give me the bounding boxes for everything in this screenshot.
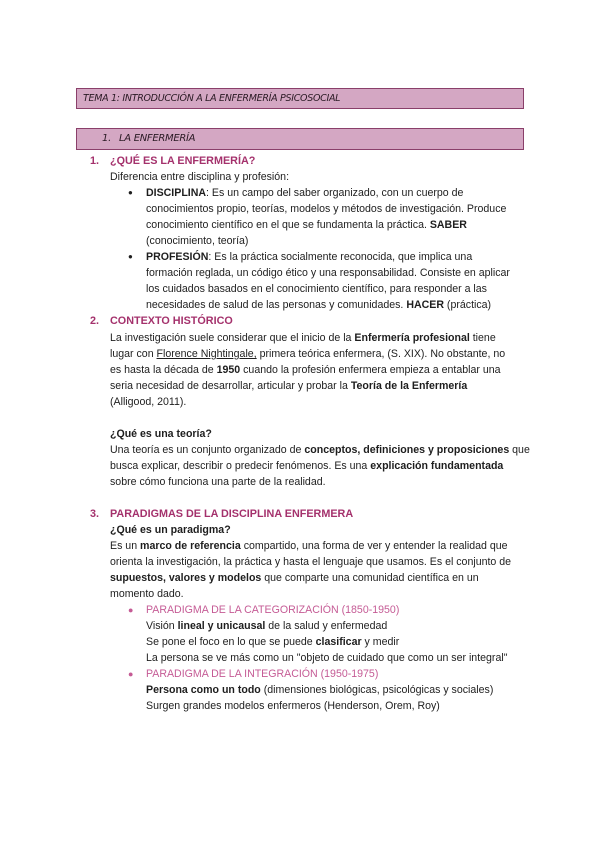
- teoria-line-1: [110, 442, 530, 458]
- cat-text-2a: Se pone el foco en lo que se puede: [146, 636, 316, 648]
- lineal-term: lineal y unicausal: [177, 620, 266, 632]
- tema-title-banner: [76, 88, 524, 109]
- profesion-text-1: : Es la práctica socialmente reconocida, que implica una: [208, 251, 473, 263]
- profesion-line-4: [146, 297, 491, 313]
- integracion-line-2: Surgen grandes modelos enfermeros (Henderson, Orem, Roy): [146, 700, 440, 712]
- heading-text: ¿QUÉ ES LA ENFERMERÍA?: [110, 155, 256, 167]
- profesion-term: PROFESIÓN: [146, 251, 209, 263]
- paradigma-categorizacion-title: PARADIGMA DE LA CATEGORIZACIÓN (1850-1950): [146, 604, 400, 616]
- contexto-text-2a: lugar con: [110, 348, 157, 360]
- practica-text: (práctica): [443, 299, 492, 311]
- contexto-text-2c: primera teórica enfermera, (S. XIX). No obstante, no: [256, 348, 506, 360]
- heading-number: 3.: [90, 508, 100, 520]
- contexto-text-4a: seria necesidad de desarrollar, articular y probar la: [110, 380, 351, 392]
- heading-text: CONTEXTO HISTÓRICO: [110, 315, 233, 327]
- categorizacion-line-3: La persona se ve más como un "objeto de cuidado que como un ser integral": [146, 652, 508, 664]
- contexto-line-4: [110, 378, 467, 394]
- contexto-text-3a: es hasta la década de: [110, 364, 217, 376]
- paradigma-text-1c: compartido, una forma de ver y entender la realidad que: [240, 540, 508, 552]
- profesion-line-3: los cuidados basados en el conocimiento científico, para responder a las: [146, 283, 487, 295]
- florence-link-text: Florence Nightingale,: [156, 348, 257, 360]
- teoria-text-2a: busca explicar, describir o predecir fenómenos. Es una: [110, 460, 371, 472]
- disciplina-term: DISCIPLINA: [146, 187, 207, 199]
- tema-title: TEMA 1: INTRODUCCIÓN A LA ENFERMERÍA PSICOSOCIAL: [83, 93, 341, 104]
- paradigma-text-3b: que comparte una comunidad científica en un: [261, 572, 479, 584]
- clasificar-term: clasificar: [315, 636, 362, 648]
- contexto-line-5: (Alligood, 2011).: [110, 396, 187, 408]
- section-banner: [76, 128, 524, 150]
- contexto-line-3: [110, 362, 501, 378]
- year-1950: 1950: [216, 364, 241, 376]
- question-paradigma: ¿Qué es un paradigma?: [110, 524, 231, 536]
- bullet-icon: ●: [128, 252, 133, 261]
- contexto-text-1a: La investigación suele considerar que el inicio de la: [110, 332, 355, 344]
- contexto-text-3c: cuando la profesión enfermera empieza a entablar una: [240, 364, 501, 376]
- paradigma-line-2: orienta la investigación, la práctica y hasta el lenguaje que usamos. Es el conjunto de: [110, 556, 512, 568]
- profesion-line-2: formación reglada, un código ético y una responsabilidad. Consiste en aplicar: [146, 267, 510, 279]
- cat-text-2c: y medir: [361, 636, 400, 648]
- teoria-line-3: sobre cómo funciona una parte de la realidad.: [110, 476, 326, 488]
- paradigma-line-4: momento dado.: [110, 588, 184, 600]
- heading-text: PARADIGMAS DE LA DISCIPLINA ENFERMERA: [110, 508, 354, 520]
- heading-number: 2.: [90, 315, 100, 327]
- hacer-term: HACER: [406, 299, 444, 311]
- section-title: LA ENFERMERÍA: [119, 133, 196, 144]
- contexto-line-1: [110, 330, 496, 346]
- conceptos-term: conceptos, definiciones y proposiciones: [304, 444, 510, 456]
- paradigma-line-1: [110, 538, 508, 554]
- teoria-enfermeria-term: Teoría de la Enfermería: [350, 380, 468, 392]
- contexto-line-2: [110, 346, 505, 362]
- teoria-text-1a: Una teoría es un conjunto organizado de: [110, 444, 305, 456]
- paradigma-text-1a: Es un: [110, 540, 141, 552]
- teoria-line-2: [110, 458, 503, 474]
- disciplina-line-4: (conocimiento, teoría): [146, 235, 249, 247]
- question-teoria: ¿Qué es una teoría?: [110, 428, 212, 440]
- disciplina-line-3: [146, 217, 467, 233]
- section-number: 1.: [102, 133, 111, 144]
- teoria-text-1c: que: [509, 444, 530, 456]
- heading-contexto: [90, 313, 233, 329]
- supuestos-term: supuestos, valores y modelos: [110, 572, 262, 584]
- explicacion-term: explicación fundamentada: [370, 460, 504, 472]
- paradigma-line-3: [110, 570, 479, 586]
- disciplina-text-1: : Es un campo del saber organizado, con un cuerpo de: [206, 187, 464, 199]
- bullet-icon: ●: [128, 188, 133, 197]
- saber-term: SABER: [429, 219, 467, 231]
- integracion-line-1: [146, 682, 493, 698]
- intro-text: Diferencia entre disciplina y profesión:: [110, 171, 290, 183]
- int-text-1b: (dimensiones biológicas, psicológicas y sociales): [260, 684, 494, 696]
- enfermeria-profesional-term: Enfermería profesional: [354, 332, 470, 344]
- bullet-icon: ●: [128, 605, 134, 615]
- paradigma-integracion-title: PARADIGMA DE LA INTEGRACIÓN (1950-1975): [146, 668, 379, 680]
- disciplina-text-3: conocimiento científico en el que se fundamenta la práctica.: [146, 219, 430, 231]
- heading-que-es: [90, 153, 255, 169]
- heading-number: 1.: [90, 155, 100, 167]
- disciplina-line-2: conocimientos propio, teorías, modelos y métodos de investigación. Produce: [146, 203, 507, 215]
- disciplina-line-1: [146, 185, 463, 201]
- categorizacion-line-1: [146, 618, 387, 634]
- heading-paradigmas: [90, 506, 353, 522]
- categorizacion-line-2: [146, 634, 399, 650]
- marco-term: marco de referencia: [140, 540, 241, 552]
- profesion-text-4: necesidades de salud de las personas y comunidades.: [146, 299, 407, 311]
- cat-text-1a: Visión: [146, 620, 178, 632]
- contexto-text-1c: tiene: [469, 332, 496, 344]
- cat-text-1c: de la salud y enfermedad: [265, 620, 388, 632]
- persona-todo-term: Persona como un todo: [146, 684, 261, 696]
- profesion-line-1: [146, 249, 472, 265]
- bullet-icon: ●: [128, 669, 134, 679]
